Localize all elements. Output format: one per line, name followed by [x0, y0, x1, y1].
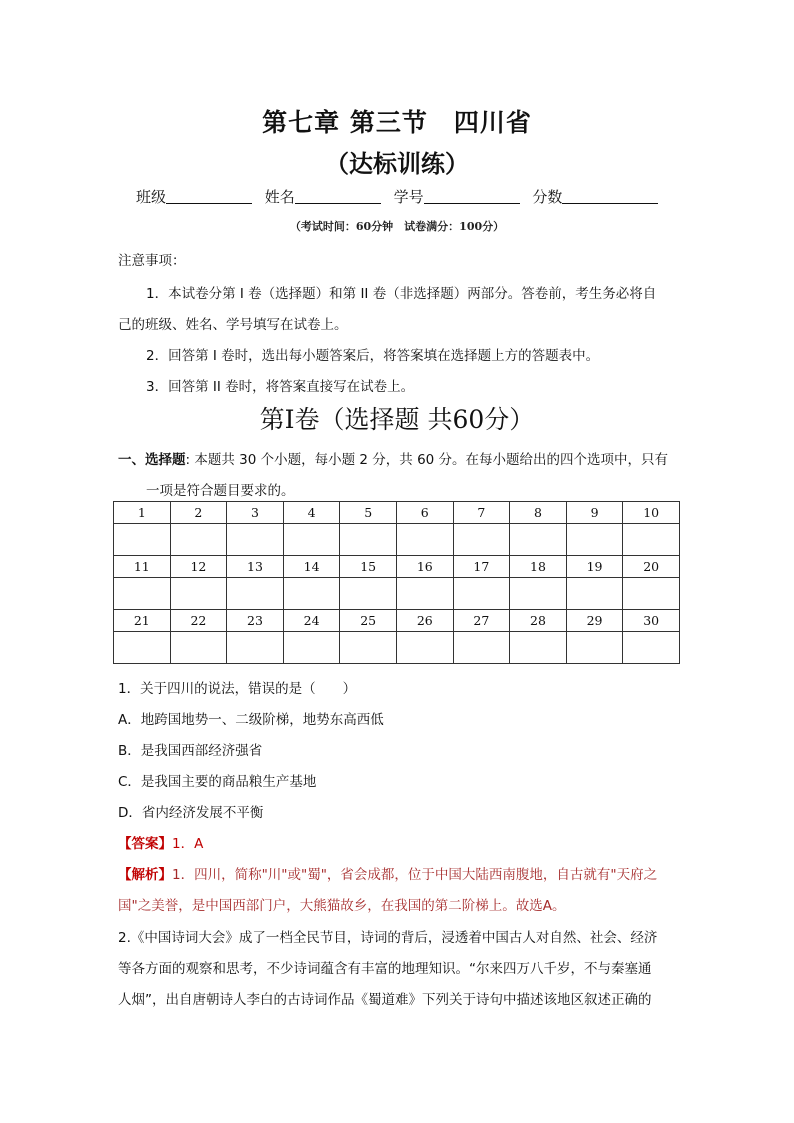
question-number-cell: 13	[227, 556, 284, 578]
question-number-cell: 25	[340, 610, 397, 632]
question-number-cell: 6	[396, 502, 453, 524]
question-1-option-b: B．是我国西部经济强省	[118, 743, 263, 759]
answer-cell[interactable]	[623, 578, 680, 610]
answer-cell[interactable]	[340, 632, 397, 664]
question-number-cell: 3	[227, 502, 284, 524]
section-instruction-line2: 一项是符合题目要求的。	[146, 483, 295, 499]
analysis-label: 【解析】	[118, 867, 172, 883]
class-label: 班级	[136, 188, 167, 206]
answer-input-row	[114, 632, 680, 664]
question-number-cell: 28	[510, 610, 567, 632]
question-number-cell: 22	[170, 610, 227, 632]
question-number-cell: 7	[453, 502, 510, 524]
answer-cell[interactable]	[283, 524, 340, 556]
question-number-cell: 18	[510, 556, 567, 578]
question-number-cell: 5	[340, 502, 397, 524]
answer-number-row	[114, 556, 680, 578]
answer-cell[interactable]	[227, 578, 284, 610]
question-number-cell: 30	[623, 610, 680, 632]
answer-cell[interactable]	[510, 524, 567, 556]
question-1-answer	[118, 832, 203, 852]
answer-cell[interactable]	[566, 632, 623, 664]
question-number-cell: 17	[453, 556, 510, 578]
student-id-label: 学号	[393, 188, 424, 206]
answer-cell[interactable]	[396, 578, 453, 610]
note-item: 2．回答第 I 卷时，选出每小题答案后，将答案填在选择题上方的答题表中。	[146, 348, 600, 364]
answer-cell[interactable]	[453, 578, 510, 610]
answer-cell[interactable]	[283, 578, 340, 610]
question-number-cell: 26	[396, 610, 453, 632]
question-1-analysis	[118, 863, 657, 883]
section-instruction	[118, 448, 668, 468]
question-number-cell: 11	[114, 556, 171, 578]
question-1-stem: 1．关于四川的说法，错误的是（ ）	[118, 681, 357, 697]
class-field[interactable]	[136, 186, 252, 207]
notes-heading: 注意事项：	[118, 253, 186, 269]
question-1-option-d: D．省内经济发展不平衡	[118, 805, 264, 821]
question-number-cell: 20	[623, 556, 680, 578]
question-1-option-c: C．是我国主要的商品粮生产基地	[118, 774, 317, 790]
question-2-line: 人烟”，出自唐朝诗人李白的古诗词作品《蜀道难》下列关于诗句中描述该地区叙述正确的	[118, 992, 652, 1008]
question-number-cell: 23	[227, 610, 284, 632]
note-item: 3．回答第 II 卷时，将答案直接写在试卷上。	[146, 379, 415, 395]
answer-cell[interactable]	[114, 578, 171, 610]
question-number-cell: 4	[283, 502, 340, 524]
student-info-row	[136, 186, 666, 207]
answer-cell[interactable]	[623, 632, 680, 664]
answer-number-row	[114, 610, 680, 632]
answer-value: 1．A	[172, 836, 204, 852]
question-number-cell: 12	[170, 556, 227, 578]
answer-table	[113, 501, 680, 664]
answer-cell[interactable]	[510, 578, 567, 610]
score-field[interactable]	[532, 186, 658, 207]
answer-label: 【答案】	[118, 836, 172, 852]
note-item: 1．本试卷分第 I 卷（选择题）和第 II 卷（非选择题）两部分。答卷前，考生务必将自	[146, 286, 657, 302]
answer-cell[interactable]	[453, 524, 510, 556]
answer-cell[interactable]	[396, 632, 453, 664]
question-number-cell: 21	[114, 610, 171, 632]
instruction-rest: : 本题共 30 个小题，每小题 2 分，共 60 分。在每小题给出的四个选项中，只有	[185, 452, 669, 468]
question-number-cell: 8	[510, 502, 567, 524]
answer-input-row	[114, 524, 680, 556]
question-number-cell: 1	[114, 502, 171, 524]
analysis-line-2: 国"之美誉，是中国西部门户，大熊猫故乡，在我国的第二阶梯上。故选A。	[118, 898, 566, 914]
student-id-field[interactable]	[394, 186, 520, 207]
question-1-option-a: A．地跨国地势一、二级阶梯，地势东高西低	[118, 712, 384, 728]
question-number-cell: 2	[170, 502, 227, 524]
answer-cell[interactable]	[114, 524, 171, 556]
answer-cell[interactable]	[623, 524, 680, 556]
question-number-cell: 27	[453, 610, 510, 632]
question-number-cell: 16	[396, 556, 453, 578]
analysis-line-1: 1．四川，简称"川"或"蜀"，省会成都，位于中国大陆西南腹地，自古就有"天府之	[172, 867, 658, 883]
answer-cell[interactable]	[170, 578, 227, 610]
answer-cell[interactable]	[283, 632, 340, 664]
answer-cell[interactable]	[114, 632, 171, 664]
answer-input-row	[114, 578, 680, 610]
answer-number-row	[114, 502, 680, 524]
question-number-cell: 29	[566, 610, 623, 632]
page-subtitle: （达标训练）	[325, 150, 469, 178]
question-2-line: 2.《中国诗词大会》成了一档全民节目，诗词的背后，浸透着中国古人对自然、社会、经济	[118, 930, 658, 946]
instruction-prefix: 一、选择题	[118, 452, 186, 468]
name-field[interactable]	[265, 186, 381, 207]
answer-cell[interactable]	[510, 632, 567, 664]
answer-cell[interactable]	[227, 524, 284, 556]
question-number-cell: 19	[566, 556, 623, 578]
question-number-cell: 24	[283, 610, 340, 632]
section-heading: 第Ⅰ卷（选择题 共60分）	[259, 405, 535, 434]
answer-cell[interactable]	[170, 524, 227, 556]
question-2-line: 等各方面的观察和思考，不少诗词蕴含有丰富的地理知识。“尔来四万八千岁，不与秦塞通	[118, 961, 652, 977]
answer-cell[interactable]	[340, 578, 397, 610]
question-number-cell: 9	[566, 502, 623, 524]
question-number-cell: 10	[623, 502, 680, 524]
answer-cell[interactable]	[566, 578, 623, 610]
answer-cell[interactable]	[227, 632, 284, 664]
answer-cell[interactable]	[170, 632, 227, 664]
answer-cell[interactable]	[340, 524, 397, 556]
answer-cell[interactable]	[396, 524, 453, 556]
note-item: 己的班级、姓名、学号填写在试卷上。	[118, 317, 348, 333]
question-number-cell: 14	[283, 556, 340, 578]
answer-cell[interactable]	[453, 632, 510, 664]
question-number-cell: 15	[340, 556, 397, 578]
name-label: 姓名	[264, 188, 295, 206]
score-label: 分数	[532, 188, 563, 206]
answer-cell[interactable]	[566, 524, 623, 556]
exam-time-note: （考试时间：60分钟 试卷满分：100分）	[289, 220, 505, 233]
page-title: 第七章 第三节 四川省	[262, 108, 532, 137]
